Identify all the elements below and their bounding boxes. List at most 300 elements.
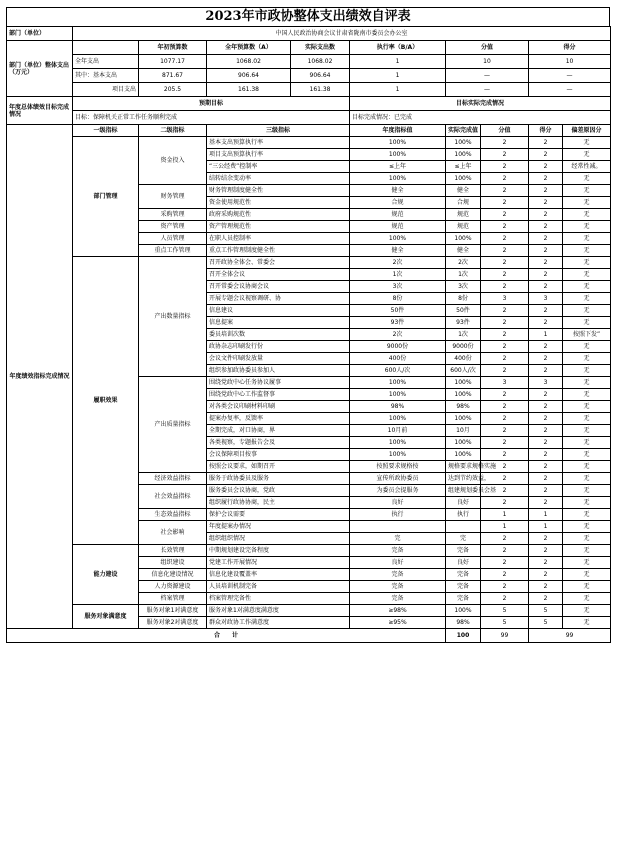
indicator-level2: 信息化建设情况 xyxy=(139,569,207,581)
indicator-actual: 完 xyxy=(446,533,481,545)
indicator-level3: 会议保障项目按事 xyxy=(207,449,350,461)
budget-annual: 906.64 xyxy=(207,69,291,83)
indicator-actual: 100% xyxy=(446,389,481,401)
goals-expected: 目标：保障机关正常工作任务顺利完成 xyxy=(73,111,350,125)
indicator-level3: 组织组织情况 xyxy=(207,533,350,545)
indicator-target: 1次 xyxy=(350,269,446,281)
indicator-target: 按照要求规格按 xyxy=(350,461,446,473)
indicator-target: 98% xyxy=(350,401,446,413)
indicator-target: 健全 xyxy=(350,245,446,257)
col-level1: 一级指标 xyxy=(73,125,139,137)
indicator-level3: 组织履行政协协商，民主 xyxy=(207,497,350,509)
budget-row-label: 项目支出 xyxy=(73,83,139,97)
indicator-actual: 规范 xyxy=(446,221,481,233)
indicator-level2: 财务管理 xyxy=(139,185,207,209)
indicator-level3: 信息建议 xyxy=(207,305,350,317)
indicator-score: 2 xyxy=(529,233,563,245)
indicator-score: 2 xyxy=(529,281,563,293)
col-score: 得分 xyxy=(529,41,611,55)
indicator-target: 100% xyxy=(350,173,446,185)
col-exec-rate: 执行率（B/A） xyxy=(350,41,446,55)
indicator-actual: 100% xyxy=(446,377,481,389)
indicator-level2: 服务对象1对满意度 xyxy=(139,605,207,617)
indicator-level2: 经济效益指标 xyxy=(139,473,207,485)
col-level2: 二级指标 xyxy=(139,125,207,137)
indicator-value: 2 xyxy=(481,233,529,245)
indicator-reason: 无 xyxy=(563,569,611,581)
indicator-actual: 9000份 xyxy=(446,341,481,353)
indicator-level2: 产出质量指标 xyxy=(139,377,207,473)
indicator-actual: ≤上年 xyxy=(446,161,481,173)
indicator-value: 2 xyxy=(481,269,529,281)
budget-score-value: — xyxy=(446,69,529,83)
indicator-target: 宣传所政协委员 xyxy=(350,473,446,485)
indicator-value: 3 xyxy=(481,293,529,305)
indicator-level3: 开展专题会议视察调研、协 xyxy=(207,293,350,305)
indicator-level3: 召开常委会议协商会议 xyxy=(207,281,350,293)
indicator-actual: 健全 xyxy=(446,185,481,197)
budget-rate: 1 xyxy=(350,69,446,83)
indicator-score: 2 xyxy=(529,545,563,557)
budget-score: — xyxy=(529,83,611,97)
indicator-reason: 无 xyxy=(563,353,611,365)
indicator-value: 2 xyxy=(481,281,529,293)
indicators-header-row xyxy=(7,125,611,137)
indicator-reason: 无 xyxy=(563,461,611,473)
indicator-level3: 项目支出预算执行率 xyxy=(207,149,350,161)
budget-score: — xyxy=(529,69,611,83)
goals-actual-label: 目标实际完成情况 xyxy=(350,97,611,111)
indicator-value: 5 xyxy=(481,617,529,629)
indicator-score: 1 xyxy=(529,509,563,521)
indicator-reason: 无 xyxy=(563,473,611,485)
indicator-reason: 无 xyxy=(563,617,611,629)
indicator-target: 2次 xyxy=(350,329,446,341)
goals-header-row xyxy=(7,97,611,111)
indicator-value: 2 xyxy=(481,389,529,401)
indicator-value: 2 xyxy=(481,197,529,209)
indicator-actual: 93件 xyxy=(446,317,481,329)
indicator-actual: 400份 xyxy=(446,353,481,365)
indicator-target: 400份 xyxy=(350,353,446,365)
budget-score: 10 xyxy=(529,55,611,69)
indicator-level2: 生态效益指标 xyxy=(139,509,207,521)
indicator-level3: 会议文件印刷发放量 xyxy=(207,353,350,365)
indicator-actual: 100% xyxy=(446,449,481,461)
col-target: 年度指标值 xyxy=(350,125,446,137)
indicator-row xyxy=(7,605,611,617)
indicator-actual: 600人/次 xyxy=(446,365,481,377)
indicator-target: 100% xyxy=(350,413,446,425)
indicator-score: 2 xyxy=(529,269,563,281)
indicator-level3: 群众对政协工作满意度 xyxy=(207,617,350,629)
indicator-target: 良好 xyxy=(350,497,446,509)
indicator-actual: 98% xyxy=(446,617,481,629)
indicator-reason: 无 xyxy=(563,197,611,209)
indicator-score: 2 xyxy=(529,137,563,149)
indicator-reason: 无 xyxy=(563,605,611,617)
budget-row-label: 其中：基本支出 xyxy=(73,69,139,83)
indicator-actual: 100% xyxy=(446,137,481,149)
indicator-value: 2 xyxy=(481,353,529,365)
indicator-score: 2 xyxy=(529,569,563,581)
indicator-reason: 无 xyxy=(563,593,611,605)
indicator-target: 10月前 xyxy=(350,425,446,437)
indicator-reason: 无 xyxy=(563,365,611,377)
indicator-target: 100% xyxy=(350,389,446,401)
indicator-target: 100% xyxy=(350,449,446,461)
budget-initial: 205.5 xyxy=(139,83,207,97)
col-actual-spend: 实际支出数 xyxy=(291,41,350,55)
budget-row xyxy=(7,55,611,69)
indicator-reason: 无 xyxy=(563,173,611,185)
indicator-target: 执行 xyxy=(350,509,446,521)
indicator-level3: 政协杂志印刷发行份 xyxy=(207,341,350,353)
indicator-actual xyxy=(446,521,481,533)
indicator-score: 2 xyxy=(529,449,563,461)
indicator-reason: 无 xyxy=(563,449,611,461)
indicator-target: 完 xyxy=(350,533,446,545)
indicator-reason: 无 xyxy=(563,341,611,353)
indicator-value: 2 xyxy=(481,317,529,329)
dept-name: 中国人民政治协商会议甘肃省陇南市委员会办公室 xyxy=(73,27,611,41)
indicator-score: 2 xyxy=(529,593,563,605)
indicator-value: 1 xyxy=(481,521,529,533)
indicator-score: 2 xyxy=(529,401,563,413)
indicator-reason: 无 xyxy=(563,509,611,521)
indicator-reason: 无 xyxy=(563,233,611,245)
indicator-reason: 无 xyxy=(563,377,611,389)
indicator-score: 2 xyxy=(529,497,563,509)
indicator-value: 2 xyxy=(481,185,529,197)
indicator-level2: 采购管理 xyxy=(139,209,207,221)
indicator-level3: 资产管理规范性 xyxy=(207,221,350,233)
indicator-target: ≤上年 xyxy=(350,161,446,173)
indicator-score: 2 xyxy=(529,197,563,209)
indicator-value: 2 xyxy=(481,485,529,497)
indicator-value: 2 xyxy=(481,305,529,317)
budget-rate: 1 xyxy=(350,83,446,97)
indicator-reason: 经常性减。 xyxy=(563,161,611,173)
col-initial-budget: 年初预算数 xyxy=(139,41,207,55)
indicator-level2: 资金投入 xyxy=(139,137,207,185)
indicator-reason: 无 xyxy=(563,389,611,401)
indicator-target: 规范 xyxy=(350,221,446,233)
indicator-reason: 无 xyxy=(563,293,611,305)
indicator-actual: 1次 xyxy=(446,329,481,341)
indicator-target: 3次 xyxy=(350,281,446,293)
budget-label: 部门（单位）整体支出（万元） xyxy=(7,41,73,97)
indicator-actual: 3次 xyxy=(446,281,481,293)
indicator-row xyxy=(7,137,611,149)
col-value: 分值 xyxy=(481,125,529,137)
indicator-level2: 组织建设 xyxy=(139,557,207,569)
indicator-level3: 各类视察，专题报告会及 xyxy=(207,437,350,449)
indicator-target: 为委员会提服务 xyxy=(350,485,446,497)
budget-annual: 161.38 xyxy=(207,83,291,97)
indicator-target: 良好 xyxy=(350,557,446,569)
indicator-reason: 无 xyxy=(563,305,611,317)
indicator-level3: 人员培训机制完备 xyxy=(207,581,350,593)
evaluation-sheet xyxy=(6,7,610,643)
budget-actual: 161.38 xyxy=(291,83,350,97)
indicator-actual: 完备 xyxy=(446,569,481,581)
indicator-level2: 档案管理 xyxy=(139,593,207,605)
indicator-actual: 完备 xyxy=(446,581,481,593)
indicator-actual: 合规 xyxy=(446,197,481,209)
indicator-actual: 良好 xyxy=(446,497,481,509)
indicator-target: 100% xyxy=(350,149,446,161)
indicator-level2: 长效管理 xyxy=(139,545,207,557)
indicator-score: 2 xyxy=(529,389,563,401)
indicator-target: ≥95% xyxy=(350,617,446,629)
indicator-score: 2 xyxy=(529,149,563,161)
budget-score-value: 10 xyxy=(446,55,529,69)
indicator-level3: 提案办复率，反馈率 xyxy=(207,413,350,425)
indicator-reason: 无 xyxy=(563,437,611,449)
indicator-level3: 中期规划建设完备程度 xyxy=(207,545,350,557)
indicator-value: 2 xyxy=(481,569,529,581)
indicator-level3: 信息提案 xyxy=(207,317,350,329)
indicator-level1: 服务对象满意度 xyxy=(73,605,139,629)
indicator-score: 2 xyxy=(529,173,563,185)
indicator-value: 1 xyxy=(481,509,529,521)
indicator-level2: 资产管理 xyxy=(139,221,207,233)
indicator-value: 2 xyxy=(481,533,529,545)
indicator-reason: 无 xyxy=(563,209,611,221)
indicator-reason: 无 xyxy=(563,149,611,161)
indicator-level2: 产出数量指标 xyxy=(139,257,207,377)
indicator-actual: 组建规划委员会基 xyxy=(446,485,481,497)
indicator-value: 2 xyxy=(481,461,529,473)
budget-annual: 1068.02 xyxy=(207,55,291,69)
indicator-score: 5 xyxy=(529,605,563,617)
indicator-level3: 财务管理制度健全性 xyxy=(207,185,350,197)
indicator-value: 2 xyxy=(481,149,529,161)
indicator-value: 2 xyxy=(481,221,529,233)
indicator-value: 2 xyxy=(481,545,529,557)
indicator-level3: 服务委员会议协商，党政 xyxy=(207,485,350,497)
indicator-target: 健全 xyxy=(350,185,446,197)
indicator-actual: 10月 xyxy=(446,425,481,437)
indicator-actual: 100% xyxy=(446,437,481,449)
indicator-value: 2 xyxy=(481,413,529,425)
indicator-target: 合规 xyxy=(350,197,446,209)
indicator-value: 2 xyxy=(481,497,529,509)
col-reason: 偏差原因分 xyxy=(563,125,611,137)
indicator-actual: 100% xyxy=(446,173,481,185)
indicator-reason: 无 xyxy=(563,245,611,257)
indicator-score: 2 xyxy=(529,533,563,545)
indicator-target: 完备 xyxy=(350,593,446,605)
col-actual: 实际完成值 xyxy=(446,125,481,137)
indicator-level3: 围绕党政中心工作监督事 xyxy=(207,389,350,401)
indicator-level3: 全期完成，对口协商，界 xyxy=(207,425,350,437)
indicator-score: 2 xyxy=(529,305,563,317)
indicator-value: 2 xyxy=(481,329,529,341)
evaluation-table xyxy=(6,26,611,643)
indicator-level2: 社会影响 xyxy=(139,521,207,545)
indicator-level3: 结转结余变动率 xyxy=(207,173,350,185)
indicator-score: 2 xyxy=(529,209,563,221)
indicator-value: 3 xyxy=(481,377,529,389)
page-title: 2023年市政协整体支出绩效自评表 xyxy=(6,7,610,26)
indicator-score: 2 xyxy=(529,557,563,569)
indicator-reason: 无 xyxy=(563,185,611,197)
indicator-reason: 无 xyxy=(563,557,611,569)
indicator-score: 1 xyxy=(529,329,563,341)
col-annual-budget: 全年预算数（A） xyxy=(207,41,291,55)
indicator-reason: 无 xyxy=(563,581,611,593)
indicator-level3: 在职人员控制率 xyxy=(207,233,350,245)
col-level3: 三级指标 xyxy=(207,125,350,137)
total-value: 100 xyxy=(446,629,481,643)
total-final: 99 xyxy=(529,629,611,643)
indicator-level3: 重点工作管理制度健全性 xyxy=(207,245,350,257)
indicator-actual: 8份 xyxy=(446,293,481,305)
indicator-value: 2 xyxy=(481,257,529,269)
indicator-reason: 无 xyxy=(563,521,611,533)
indicator-value: 2 xyxy=(481,473,529,485)
indicator-value: 2 xyxy=(481,581,529,593)
indicator-score: 2 xyxy=(529,161,563,173)
indicator-value: 2 xyxy=(481,401,529,413)
indicator-target: 完备 xyxy=(350,545,446,557)
indicator-level3: 对各类会议印刷材料印刷 xyxy=(207,401,350,413)
table-body xyxy=(7,27,611,643)
indicator-target: 规范 xyxy=(350,209,446,221)
indicator-level3: “三公经费”控制率 xyxy=(207,161,350,173)
indicator-value: 5 xyxy=(481,605,529,617)
indicator-value: 2 xyxy=(481,593,529,605)
indicator-score: 2 xyxy=(529,581,563,593)
total-row xyxy=(7,629,611,643)
indicator-target: 2次 xyxy=(350,257,446,269)
goals-content-row xyxy=(7,111,611,125)
indicator-target: 100% xyxy=(350,437,446,449)
indicator-actual: 100% xyxy=(446,413,481,425)
indicator-target: 完备 xyxy=(350,569,446,581)
indicator-row xyxy=(7,257,611,269)
indicator-value: 2 xyxy=(481,341,529,353)
indicator-target: 600人/次 xyxy=(350,365,446,377)
indicator-level3: 组织参加政协委员参加人 xyxy=(207,365,350,377)
budget-row xyxy=(7,69,611,83)
indicator-level3: 服务于政协委员及服务 xyxy=(207,473,350,485)
indicator-target: 50件 xyxy=(350,305,446,317)
indicators-label: 年度绩效指标完成情况 xyxy=(7,125,73,629)
col-score-value: 分值 xyxy=(446,41,529,55)
indicator-row xyxy=(7,545,611,557)
budget-actual: 906.64 xyxy=(291,69,350,83)
indicator-value: 2 xyxy=(481,365,529,377)
indicator-level2: 人力资源建设 xyxy=(139,581,207,593)
indicator-actual: 100% xyxy=(446,605,481,617)
indicator-score: 1 xyxy=(529,521,563,533)
indicator-actual: 完备 xyxy=(446,593,481,605)
indicator-level3: 按照会议要求，如期召开 xyxy=(207,461,350,473)
indicator-level3: 召开政协全体会、常委会 xyxy=(207,257,350,269)
indicator-target: 93件 xyxy=(350,317,446,329)
indicator-level3: 委员培训次数 xyxy=(207,329,350,341)
indicator-target: ≥98% xyxy=(350,605,446,617)
indicator-reason: 无 xyxy=(563,281,611,293)
indicator-level3: 资金使用规范性 xyxy=(207,197,350,209)
indicator-target: 8份 xyxy=(350,293,446,305)
indicator-score: 2 xyxy=(529,461,563,473)
indicator-value: 2 xyxy=(481,425,529,437)
indicator-actual: 98% xyxy=(446,401,481,413)
indicator-level3: 围绕党政中心任务协议履事 xyxy=(207,377,350,389)
indicator-score: 2 xyxy=(529,221,563,233)
indicator-level3: 政府采购规范性 xyxy=(207,209,350,221)
indicator-score: 2 xyxy=(529,353,563,365)
indicator-level2: 社会效益指标 xyxy=(139,485,207,509)
indicator-score: 5 xyxy=(529,617,563,629)
indicator-actual: 达到节约效益， xyxy=(446,473,481,485)
indicator-level1: 履职效果 xyxy=(73,257,139,545)
indicator-target xyxy=(350,521,446,533)
budget-score-value: — xyxy=(446,83,529,97)
indicator-target: 9000份 xyxy=(350,341,446,353)
budget-initial: 871.67 xyxy=(139,69,207,83)
indicator-score: 2 xyxy=(529,473,563,485)
indicator-reason: 无 xyxy=(563,413,611,425)
col-score: 得分 xyxy=(529,125,563,137)
indicator-level3: 党建工作开展情况 xyxy=(207,557,350,569)
budget-row-label: 全年支出 xyxy=(73,55,139,69)
indicator-score: 2 xyxy=(529,257,563,269)
indicator-score: 2 xyxy=(529,413,563,425)
indicator-reason: 无 xyxy=(563,317,611,329)
indicator-reason: 无 xyxy=(563,257,611,269)
indicator-level1: 能力建设 xyxy=(73,545,139,605)
indicator-target: 100% xyxy=(350,137,446,149)
budget-actual: 1068.02 xyxy=(291,55,350,69)
indicator-actual: 100% xyxy=(446,233,481,245)
budget-rate: 1 xyxy=(350,55,446,69)
indicator-actual: 规范 xyxy=(446,209,481,221)
indicator-value: 2 xyxy=(481,557,529,569)
indicator-reason: 无 xyxy=(563,533,611,545)
indicator-reason: 无 xyxy=(563,545,611,557)
indicator-score: 2 xyxy=(529,365,563,377)
indicator-reason: 无 xyxy=(563,269,611,281)
indicator-value: 2 xyxy=(481,245,529,257)
indicator-value: 2 xyxy=(481,437,529,449)
indicator-reason: 无 xyxy=(563,485,611,497)
indicator-score: 2 xyxy=(529,425,563,437)
goals-expected-label: 预期目标 xyxy=(73,97,350,111)
indicator-actual: 1次 xyxy=(446,269,481,281)
indicator-level2: 人员管理 xyxy=(139,233,207,245)
budget-initial: 1077.17 xyxy=(139,55,207,69)
indicator-score: 3 xyxy=(529,293,563,305)
indicator-level2: 重点工作管理 xyxy=(139,245,207,257)
indicator-value: 2 xyxy=(481,137,529,149)
indicator-actual: 50件 xyxy=(446,305,481,317)
indicator-level3: 服务对象1对满意度满意度 xyxy=(207,605,350,617)
indicator-actual: 健全 xyxy=(446,245,481,257)
indicator-score: 2 xyxy=(529,341,563,353)
indicator-actual: 良好 xyxy=(446,557,481,569)
indicator-value: 2 xyxy=(481,209,529,221)
indicator-level3: 召开全体会议 xyxy=(207,269,350,281)
indicator-reason: 无 xyxy=(563,497,611,509)
indicator-actual: 100% xyxy=(446,149,481,161)
indicator-actual: 2次 xyxy=(446,257,481,269)
indicator-reason: 无 xyxy=(563,137,611,149)
